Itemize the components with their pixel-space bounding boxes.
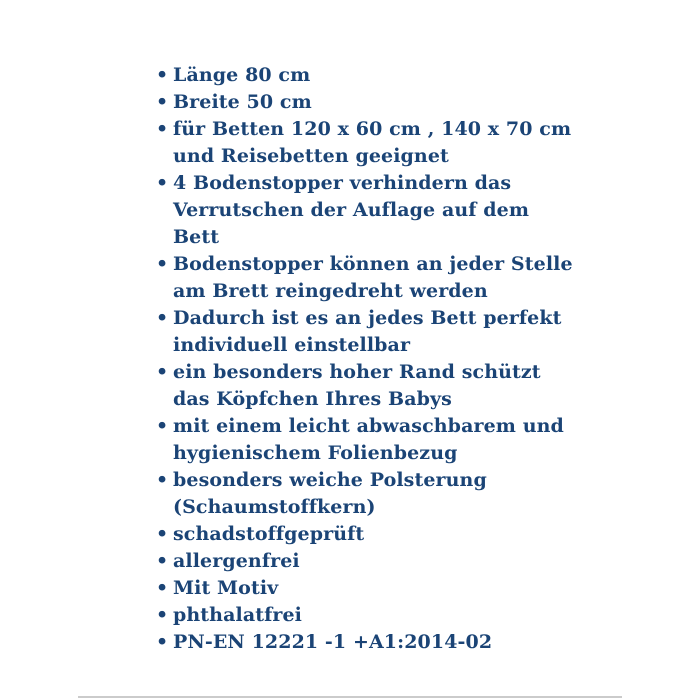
- list-item: • Breite 50 cm: [156, 89, 573, 116]
- list-item: • Länge 80 cm: [156, 62, 573, 89]
- feature-list: [156, 62, 573, 656]
- list-item: • mit einem leicht abwaschbarem und hygienischem Folienbezug: [156, 413, 573, 467]
- list-item: • Dadurch ist es an jedes Bett perfekt individuell einstellbar: [156, 305, 573, 359]
- list-item: • schadstoffgeprüft: [156, 521, 573, 548]
- list-item: • besonders weiche Polsterung (Schaumstoffkern): [156, 467, 573, 521]
- list-item: • für Betten 120 x 60 cm , 140 x 70 cm und Reisebetten geeignet: [156, 116, 573, 170]
- list-item: • ein besonders hoher Rand schützt das Köpfchen Ihres Babys: [156, 359, 573, 413]
- divider: [78, 696, 622, 698]
- list-item: • PN-EN 12221 -1 +A1:2014-02: [156, 629, 573, 656]
- list-item: • phthalatfrei: [156, 602, 573, 629]
- list-item: • 4 Bodenstopper verhindern das Verrutschen der Auflage auf dem Bett: [156, 170, 573, 251]
- list-item: • Bodenstopper können an jeder Stelle am Brett reingedreht werden: [156, 251, 573, 305]
- list-item: • allergenfrei: [156, 548, 573, 575]
- list-item: • Mit Motiv: [156, 575, 573, 602]
